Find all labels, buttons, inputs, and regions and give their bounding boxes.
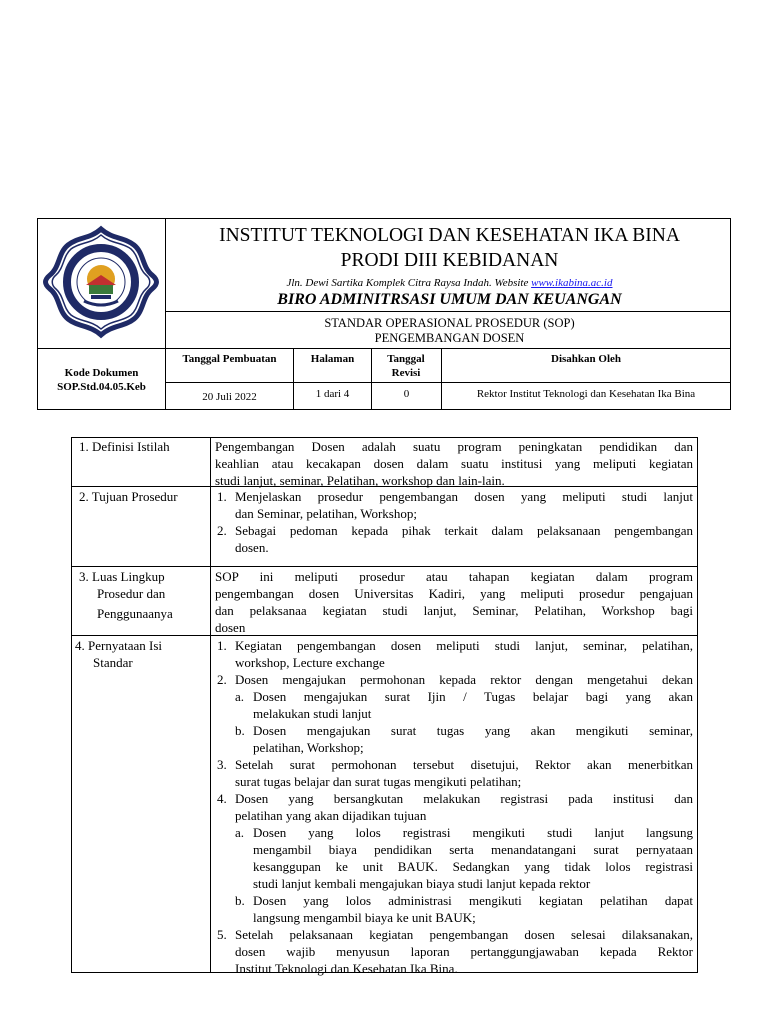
divider	[38, 348, 730, 349]
luas-lingkup-line: dan pelaksanaa kegiatan studi lanjut, Seminar, Pelatihan, Workshop bagi	[215, 603, 693, 618]
row-label-luas-lingkup: 3. Luas Lingkup	[79, 569, 165, 584]
pernyataan-line: melakukan studi lanjut	[253, 706, 372, 721]
tujuan-item-line: dosen.	[235, 540, 269, 555]
pernyataan-line: Dosen yang lolos registrasi mengikuti studi lanjut langsung	[253, 825, 693, 840]
pernyataan-line: pelatihan, Workshop;	[253, 740, 364, 755]
institution-name: INSTITUT TEKNOLOGI DAN KESEHATAN IKA BINA	[219, 225, 680, 246]
pernyataan-line: Dosen yang lolos administrasi mengikuti kegiatan pelatihan dapat	[253, 893, 693, 908]
definisi-line: keahlian atau kecakapan dosen dalam suatu institusi yang meliputi kegiatan	[215, 456, 693, 471]
website-link[interactable]: www.ikabina.ac.id	[531, 277, 613, 289]
pernyataan-line: Dosen yang bersangkutan melakukan registrasi pada institusi dan	[235, 791, 693, 806]
row-label-luas-lingkup: Prosedur dan	[97, 586, 166, 601]
list-number: 1.	[217, 489, 227, 504]
col-tanggal-revisi: Tanggal Revisi	[387, 353, 425, 379]
pernyataan-line: mengambil biaya pendidikan serta menandatangani surat pernyataan	[253, 842, 693, 857]
col-halaman: Halaman	[310, 353, 355, 365]
sop-content-table	[71, 437, 698, 976]
tujuan-item-line: Sebagai pedoman kepada pihak terkait dalam pelaksanaan pengembangan	[235, 523, 693, 538]
val-disahkan-oleh: Rektor Institut Teknologi dan Kesehatan Ika Bina	[476, 388, 696, 400]
list-number: 1.	[217, 638, 227, 653]
sop-title: STANDAR OPERASIONAL PROSEDUR (SOP)	[324, 316, 575, 330]
col-tanggal-pembuatan: Tanggal Pembuatan	[182, 353, 277, 365]
list-number: 4.	[217, 791, 227, 806]
divider	[165, 311, 730, 312]
list-letter: a.	[235, 689, 245, 704]
pernyataan-line: surat tugas belajar dan surat tugas mengikuti pelatihan;	[235, 774, 522, 789]
divider	[72, 566, 697, 567]
row-label-tujuan: 2. Tujuan Prosedur	[79, 489, 178, 504]
divider	[165, 382, 730, 383]
row-label-luas-lingkup: Penggunaanya	[97, 606, 173, 621]
pernyataan-line: workshop, Lecture exchange	[235, 655, 385, 670]
divider	[210, 438, 211, 972]
kode-label: Kode Dokumen	[64, 367, 139, 379]
row-label-definisi: 1. Definisi Istilah	[79, 439, 170, 454]
pernyataan-line: pelatihan yang akan dijadikan tujuan	[235, 808, 427, 823]
list-letter: b.	[235, 723, 245, 738]
luas-lingkup-line: pengembangan dosen Universitas Kadiri, yang meliputi prosedur pengajuan	[215, 586, 693, 601]
row-label-pernyataan: Standar	[93, 655, 133, 670]
luas-lingkup-line: SOP ini meliputi prosedur atau tahapan kegiatan dalam program	[215, 569, 693, 584]
val-halaman: 1 dari 4	[315, 388, 350, 400]
val-tanggal-revisi: 0	[403, 388, 410, 400]
col-disahkan-oleh: Disahkan Oleh	[551, 353, 621, 365]
list-number: 2.	[217, 672, 227, 687]
pernyataan-line: Dosen mengajukan surat Ijin / Tugas belajar bagi yang akan	[253, 689, 693, 704]
pernyataan-line: kesanggupan ke unit BAUK. Sedangkan yang tidak lolos registrasi	[253, 859, 693, 874]
list-letter: a.	[235, 825, 245, 840]
row-label-pernyataan: 4. Pernyataan Isi	[75, 638, 163, 653]
pernyataan-line: Setelah surat permohonan tersebut disetujui, Rektor akan menerbitkan	[235, 757, 693, 772]
luas-lingkup-line: dosen	[215, 620, 246, 635]
list-letter: b.	[235, 893, 245, 908]
tujuan-item-line: dan Seminar, pelatihan, Workshop;	[235, 506, 417, 521]
address-text: Jln. Dewi Sartika Komplek Citra Raysa Indah. Website	[286, 277, 532, 289]
prodi-name: PRODI DIII KEBIDANAN	[340, 250, 559, 271]
list-number: 2.	[217, 523, 227, 538]
kode-value: SOP.Std.04.05.Keb	[57, 381, 146, 393]
list-number: 5.	[217, 927, 227, 942]
pernyataan-line: Dosen mengajukan permohonan kepada rektor dengan mengetahui dekan	[235, 672, 693, 687]
pernyataan-line: Dosen mengajukan surat tugas yang akan mengikuti seminar,	[253, 723, 693, 738]
tujuan-item-line: Menjelaskan prosedur pengembangan dosen yang meliputi studi lanjut	[235, 489, 693, 504]
pernyataan-line: Setelah pelaksanaan kegiatan pengembangan dosen selesai dilaksanakan,	[235, 927, 693, 942]
institution-logo-icon	[42, 223, 160, 341]
definisi-line: Pengembangan Dosen adalah suatu program peningkatan pendidikan dan	[215, 439, 693, 454]
address-line	[167, 276, 732, 290]
definisi-line: studi lanjut, seminar, Pelatihan, workshop dan lain-lain.	[215, 473, 505, 488]
document-header	[37, 218, 731, 410]
pernyataan-line: dosen wajib menyusun laporan pertanggungjawaban kepada Rektor	[235, 944, 693, 959]
pernyataan-line: Institut Teknologi dan Kesehatan Ika Bina.	[235, 961, 458, 976]
pernyataan-line: studi lanjut kembali mengajukan biaya studi lanjut kepada rektor	[253, 876, 591, 891]
val-tanggal-pembuatan: 20 Juli 2022	[202, 391, 257, 403]
divider	[165, 219, 166, 409]
pernyataan-line: langsung mengambil biaya ke unit BAUK;	[253, 910, 476, 925]
sop-subtitle: PENGEMBANGAN DOSEN	[374, 331, 525, 345]
biro-name: BIRO ADMINITRSASI UMUM DAN KEUANGAN	[277, 291, 622, 308]
list-number: 3.	[217, 757, 227, 772]
pernyataan-line: Kegiatan pengembangan dosen meliputi studi lanjut, seminar, pelatihan,	[235, 638, 693, 653]
